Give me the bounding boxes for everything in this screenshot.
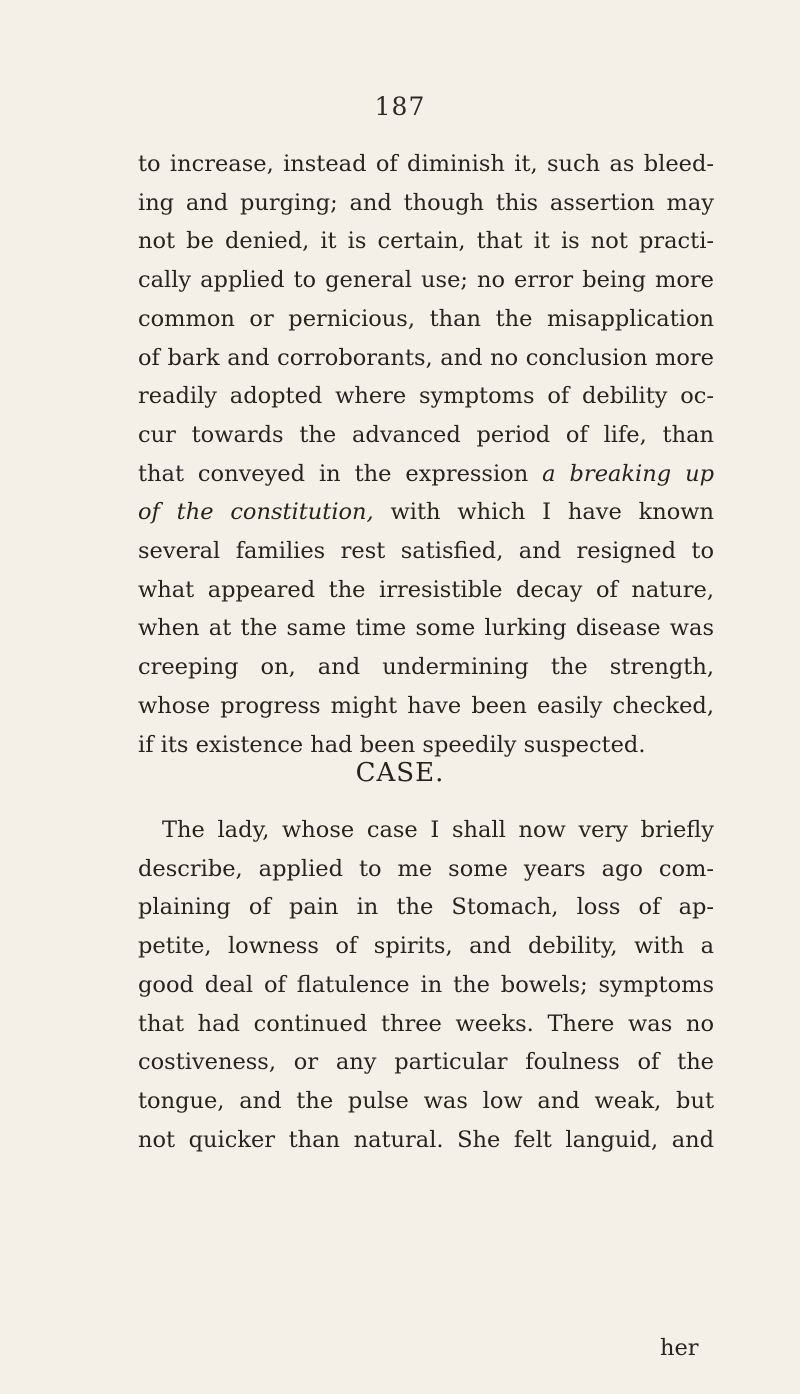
text-line: describe, applied to me some years ago com- (138, 855, 714, 882)
text-line: not quicker than natural. She felt languid, and (138, 1126, 714, 1153)
text-line: to increase, instead of diminish it, such as bleed- (138, 151, 714, 177)
text-line: of bark and corroborants, and no conclusion more (138, 344, 714, 371)
text-line: several families rest satisfied, and resigned to (138, 538, 714, 565)
text-line: readily adopted where symptoms of debility oc- (138, 383, 714, 410)
page-number: 187 (374, 92, 426, 121)
text-line: if its existence had been speedily suspected. (138, 731, 646, 758)
text-line: not be denied, it is certain, that it is not practi- (138, 228, 714, 255)
text-line: cally applied to general use; no error being more (138, 267, 714, 294)
text-line: when at the same time some lurking disease was (138, 615, 714, 642)
text-line: ing and purging; and though this assertion may (138, 189, 714, 216)
text-run: with which I have known (390, 499, 714, 526)
text-line: common or pernicious, than the misapplication (138, 305, 714, 332)
text-line (138, 455, 714, 494)
text-line (138, 493, 714, 532)
text-line: petite, lowness of spirits, and debility, with a (138, 933, 714, 960)
text-line: tongue, and the pulse was low and weak, but (138, 1087, 714, 1114)
text-line: costiveness, or any particular foulness of the (138, 1049, 714, 1076)
text-run: that conveyed in the expression (138, 460, 529, 487)
text-line: creeping on, and undermining the strength, (138, 654, 714, 681)
text-line: what appeared the irresistible decay of nature, (138, 576, 714, 603)
paragraph-one (138, 145, 714, 764)
italic-run: a breaking up (542, 460, 714, 487)
text-line: cur towards the advanced period of life, than (138, 421, 714, 448)
text-line: good deal of flatulence in the bowels; symptoms (138, 971, 714, 998)
text-line: plaining of pain in the Stomach, loss of ap- (138, 894, 714, 921)
paragraph-two (138, 811, 714, 1159)
text-line: whose progress might have been easily checked, (138, 692, 714, 719)
section-heading: CASE. (355, 758, 445, 788)
italic-run: of the constitution, (138, 499, 374, 526)
text-line: The lady, whose case I shall now very briefly (162, 817, 714, 843)
catchword: her (660, 1335, 699, 1361)
text-line: that had continued three weeks. There was no (138, 1010, 714, 1037)
